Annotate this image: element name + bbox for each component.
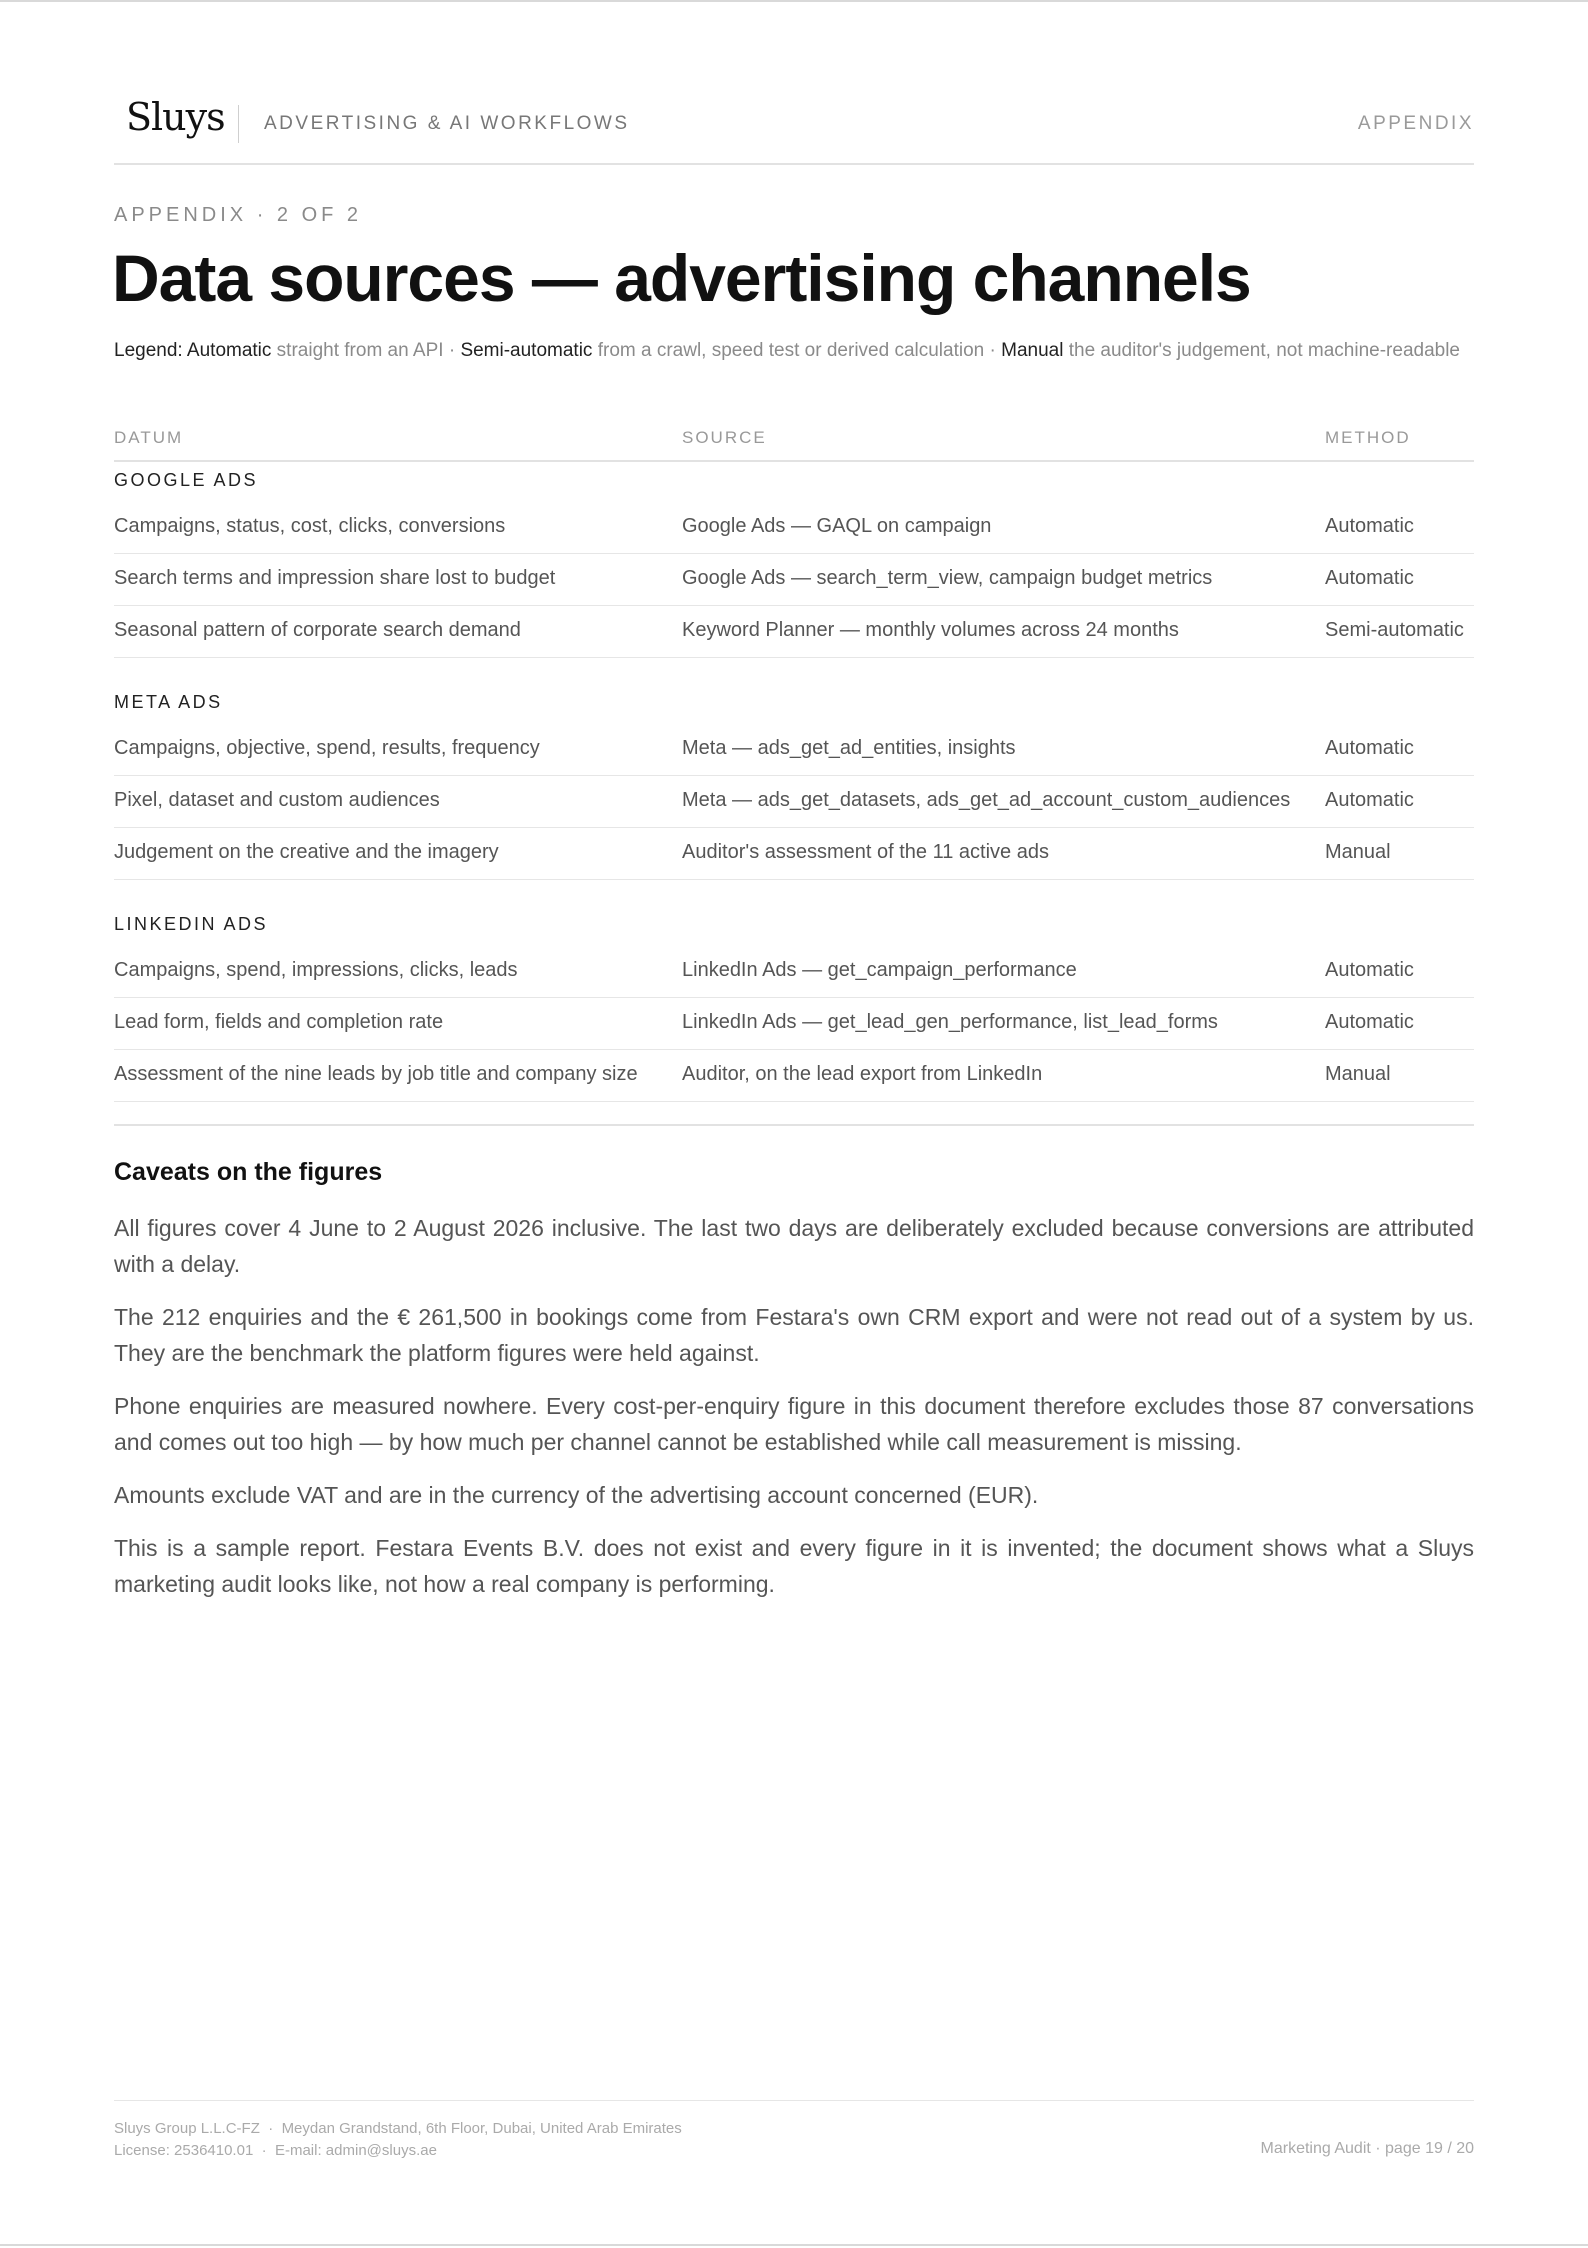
page-title: Data sources — advertising channels: [112, 241, 1251, 315]
eyebrow: APPENDIX · 2 OF 2: [114, 204, 363, 226]
legend: [114, 336, 1476, 366]
table-row: [114, 1050, 1474, 1102]
page-edge-bottom: [0, 2244, 1588, 2246]
legend-separator: ·: [984, 340, 1002, 361]
cell-datum: Pixel, dataset and custom audiences: [114, 789, 440, 811]
cell-method: Semi-automatic: [1325, 619, 1464, 641]
group-label-linkedin-ads: LINKEDIN ADS: [114, 914, 269, 934]
sluys-logo: Sluys: [126, 95, 225, 139]
cell-source: Meta — ads_get_ad_entities, insights: [682, 737, 1016, 759]
cell-method: Automatic: [1325, 515, 1414, 537]
cell-source: Keyword Planner — monthly volumes across 24 months: [682, 619, 1179, 641]
cell-datum: Campaigns, spend, impressions, clicks, leads: [114, 959, 518, 981]
column-header-datum: DATUM: [114, 428, 184, 447]
caveat-paragraph: Amounts exclude VAT and are in the currency of the advertising account concerned (EUR).: [114, 1482, 1039, 1508]
table-row: [114, 554, 1474, 606]
cell-method: Automatic: [1325, 737, 1414, 759]
footer-address: Meydan Grandstand, 6th Floor, Dubai, United Arab Emirates: [281, 2120, 682, 2137]
table-row: [114, 606, 1474, 658]
header-divider: [238, 105, 239, 143]
caveat-paragraph: All figures cover 4 June to 2 August 2026 inclusive. The last two days are deliberately excluded because conversions are attributed with a delay.: [114, 1215, 1474, 1277]
column-header-method: METHOD: [1325, 428, 1411, 447]
footer-email: E-mail: admin@sluys.ae: [274, 2142, 437, 2159]
cell-datum: Judgement on the creative and the imagery: [114, 841, 499, 863]
cell-method: Manual: [1325, 1063, 1391, 1085]
footer-separator: ·: [253, 2142, 275, 2159]
legend-desc-semi-automatic: from a crawl, speed test or derived calculation: [592, 340, 985, 361]
table-row: [114, 828, 1474, 880]
header-right-label: APPENDIX: [1357, 113, 1474, 134]
footer-page-number: Marketing Audit · page 19 / 20: [1260, 2140, 1474, 2157]
cell-datum: Search terms and impression share lost to budget: [114, 567, 556, 589]
cell-source: Meta — ads_get_datasets, ads_get_ad_account_custom_audiences: [682, 789, 1291, 811]
footer-divider: [114, 2100, 1474, 2101]
legend-prefix: Legend:: [114, 340, 187, 361]
table-row: [114, 724, 1474, 776]
cell-datum: Assessment of the nine leads by job title and company size: [114, 1063, 638, 1085]
page-edge-top: [0, 0, 1588, 2]
cell-method: Manual: [1325, 841, 1391, 863]
group-label-meta-ads: META ADS: [114, 692, 223, 712]
caveats-title: Caveats on the figures: [114, 1158, 383, 1186]
table-row: [114, 998, 1474, 1050]
table-row: [114, 776, 1474, 828]
cell-datum: Campaigns, objective, spend, results, frequency: [114, 737, 540, 759]
cell-method: Automatic: [1325, 789, 1414, 811]
table-header: [114, 424, 1474, 462]
cell-method: Automatic: [1325, 567, 1414, 589]
group-label-google-ads: GOOGLE ADS: [114, 470, 259, 490]
data-sources-table: [114, 424, 1474, 1102]
caveats-body: [114, 1210, 1474, 1619]
footer-company: Sluys Group L.L.C-FZ: [114, 2120, 260, 2137]
caveat-paragraph: The 212 enquiries and the € 261,500 in bookings come from Festara's own CRM export and were not read out of a system by us. They are the benchmark the platform figures were held against.: [114, 1304, 1474, 1366]
cell-method: Automatic: [1325, 959, 1414, 981]
header-section-label: ADVERTISING & AI WORKFLOWS: [264, 113, 630, 134]
legend-key-manual: Manual: [1001, 340, 1064, 361]
caveat-paragraph: Phone enquiries are measured nowhere. Every cost-per-enquiry figure in this document therefore excludes those 87 conversations and comes out too high — by how much per channel cannot be established while call measurement is missing.: [114, 1393, 1474, 1455]
footer-company-info: [114, 2118, 682, 2162]
column-header-source: SOURCE: [682, 428, 767, 447]
cell-method: Automatic: [1325, 1011, 1414, 1033]
cell-source: Auditor, on the lead export from LinkedIn: [682, 1063, 1043, 1085]
cell-datum: Lead form, fields and completion rate: [114, 1011, 444, 1033]
cell-datum: Campaigns, status, cost, clicks, conversions: [114, 515, 506, 537]
cell-source: LinkedIn Ads — get_campaign_performance: [682, 959, 1077, 981]
table-row: [114, 502, 1474, 554]
caveat-paragraph: This is a sample report. Festara Events B.V. does not exist and every figure in it is invented; the document shows what a Sluys marketing audit looks like, not how a real company is performing.: [114, 1535, 1474, 1597]
table-row: [114, 946, 1474, 998]
legend-key-automatic: Automatic: [186, 340, 272, 361]
legend-desc-automatic: straight from an API: [271, 340, 444, 361]
legend-desc-manual: the auditor's judgement, not machine-readable: [1063, 340, 1460, 361]
footer-license: License: 2536410.01: [114, 2142, 254, 2159]
cell-source: Google Ads — GAQL on campaign: [682, 515, 992, 537]
cell-source: Google Ads — search_term_view, campaign budget metrics: [682, 567, 1213, 589]
page-header: [114, 95, 1474, 165]
footer-separator: ·: [259, 2120, 282, 2137]
legend-separator: ·: [443, 340, 461, 361]
cell-source: LinkedIn Ads — get_lead_gen_performance, list_lead_forms: [682, 1011, 1218, 1033]
cell-datum: Seasonal pattern of corporate search demand: [114, 619, 521, 641]
cell-source: Auditor's assessment of the 11 active ads: [682, 841, 1049, 863]
section-divider: [114, 1124, 1474, 1126]
legend-key-semi-automatic: Semi-automatic: [460, 340, 593, 361]
